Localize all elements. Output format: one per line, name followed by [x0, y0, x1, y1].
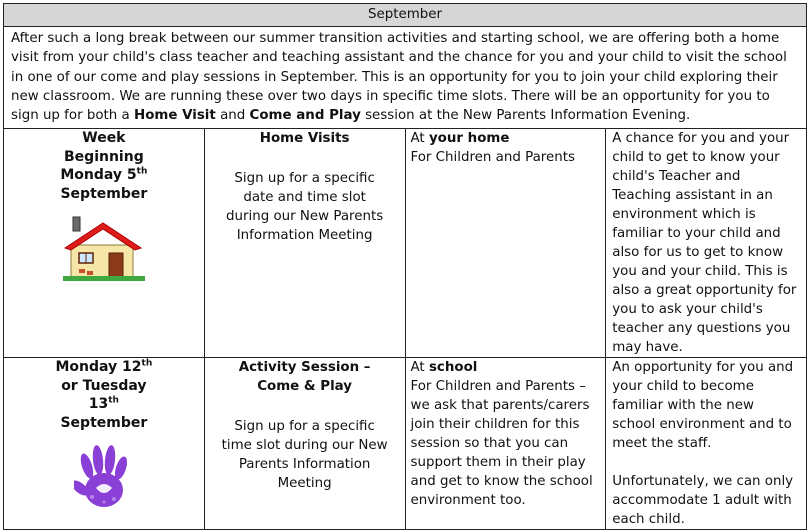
house-icon — [63, 215, 145, 281]
description-cell — [606, 129, 807, 358]
location-line: At school — [410, 360, 478, 375]
week-line: or Tuesday — [61, 377, 147, 394]
september-schedule — [3, 3, 807, 530]
location-cell — [405, 129, 606, 358]
intro-text-part2: and — [215, 108, 250, 124]
week-line: Beginning — [64, 148, 144, 165]
week-cell — [4, 358, 205, 530]
table-row — [4, 129, 807, 358]
intro-bold-home-visit: Home Visit — [134, 108, 216, 124]
activity-title: Activity Session – Come & Play — [238, 360, 371, 394]
intro-bold-come-and-play: Come and Play — [249, 108, 361, 124]
week-line: September — [60, 185, 148, 202]
table-continuation — [3, 460, 807, 465]
header-row — [4, 4, 807, 27]
schedule-table — [3, 3, 807, 530]
week-line: September — [60, 414, 148, 431]
week-line: Monday 12th — [55, 358, 153, 375]
description-text: A chance for you and your child to get to know your child's Teacher and Teaching assistant in an environment which is familiar to your child and also for us to get to know you and your child. This is also a great opportunity for you to ask your child's teacher any questions you may have. — [612, 131, 797, 355]
description-cell — [606, 358, 807, 530]
description-text: Unfortunately, we can only accommodate 1 adult with each child. — [612, 474, 794, 527]
week-cell — [4, 129, 205, 358]
table-row — [4, 358, 807, 530]
week-line: Monday 5th — [60, 166, 148, 183]
intro-text — [4, 27, 807, 129]
activity-cell — [204, 129, 405, 358]
activity-title: Home Visits — [259, 131, 350, 146]
signup-text: Sign up for a specific date and time slot during our New Parents Information Meeting — [226, 171, 384, 243]
audience-text: For Children and Parents — [410, 150, 575, 165]
intro-text-part1: After such a long break between our summer transition activities and starting school, we are offering both a home visit from your child's class teacher and teaching assistant and the chance for you and your child to visit the school in one of our come and play sessions in September. This is an opportunity for you to join your child exploring their new classroom. We are running these over two days in specific time slots. There will be an opportunity for you to sign up for both a — [11, 31, 787, 124]
location-line: At your home — [410, 131, 510, 146]
intro-row — [4, 27, 807, 129]
activity-cell — [204, 358, 405, 530]
week-line: 13th — [88, 395, 119, 412]
audience-text: For Children and Parents – we ask that parents/carers join their children for this session so that you can support them in their play and get to know the school environment too. — [410, 379, 593, 508]
location-cell — [405, 358, 606, 530]
signup-text: Sign up for a specific time slot during our New Parents Information Meeting — [221, 419, 388, 491]
intro-text-part3: session at the New Parents Information Evening. — [360, 108, 691, 124]
week-line: Week — [82, 130, 126, 146]
description-text: An opportunity for you and your child to become familiar with the new school environment and to meet the staff. — [612, 360, 794, 451]
month-header: September — [4, 4, 807, 27]
handprint-icon — [74, 442, 134, 512]
